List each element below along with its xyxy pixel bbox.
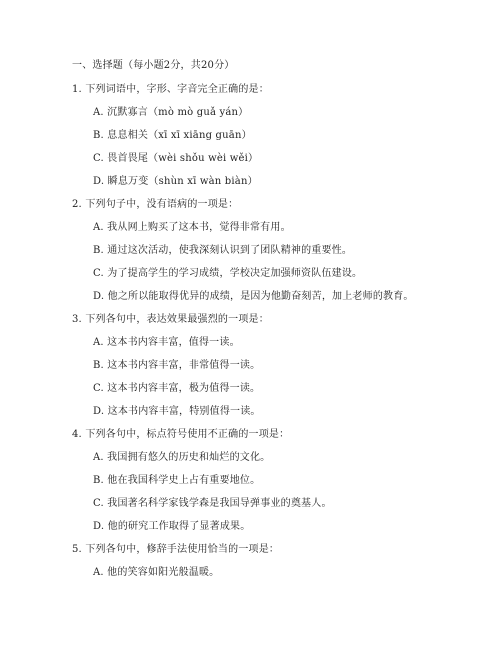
question-3-option-c: C. 这本书内容丰富，极为值得一读。 [93, 383, 261, 394]
question-2-option-c: C. 为了提高学生的学习成绩，学校决定加强师资队伍建设。 [93, 268, 363, 279]
question-4-stem: 4. 下列各句中，标点符号使用不正确的一项是： [72, 429, 290, 440]
question-1-option-a: A. 沉默寡言（mò mò guǎ yán） [93, 107, 249, 118]
section-heading: 一、选择题（每小题2分，共20分） [72, 60, 235, 71]
question-5-option-a: A. 他的笑容如阳光般温暖。 [93, 567, 220, 578]
question-1-option-b: B. 息息相关（xī xī xiāng guān） [93, 130, 252, 141]
question-3-option-d: D. 这本书内容丰富，特别值得一读。 [93, 406, 261, 417]
question-2-stem: 2. 下列句子中，没有语病的一项是： [72, 199, 239, 210]
question-1-option-c: C. 畏首畏尾（wèi shǒu wèi wěi） [93, 153, 259, 164]
question-4-option-b: B. 他在我国科学史上占有重要地位。 [93, 475, 261, 486]
question-3-stem: 3. 下列各句中，表达效果最强烈的一项是： [72, 314, 269, 325]
question-4-option-c: C. 我国著名科学家钱学森是我国导弹事业的奠基人。 [93, 498, 332, 509]
question-1-stem: 1. 下列词语中，字形、字音完全正确的是： [72, 84, 269, 95]
question-2-option-b: B. 通过这次活动，使我深刻认识到了团队精神的重要性。 [93, 245, 353, 256]
question-2-option-d: D. 他之所以能取得优异的成绩，是因为他勤奋刻苦，加上老师的教育。 [93, 291, 414, 302]
question-1-option-d: D. 瞬息万变（shùn xī wàn biàn） [93, 176, 258, 187]
question-3-option-a: A. 这本书内容丰富，值得一读。 [93, 337, 240, 348]
question-5-stem: 5. 下列各句中，修辞手法使用恰当的一项是： [72, 544, 280, 555]
question-4-option-a: A. 我国拥有悠久的历史和灿烂的文化。 [93, 452, 271, 463]
question-2-option-a: A. 我从网上购买了这本书，觉得非常有用。 [93, 222, 291, 233]
question-4-option-d: D. 他的研究工作取得了显著成果。 [93, 521, 251, 532]
question-3-option-b: B. 这本书内容丰富，非常值得一读。 [93, 360, 261, 371]
